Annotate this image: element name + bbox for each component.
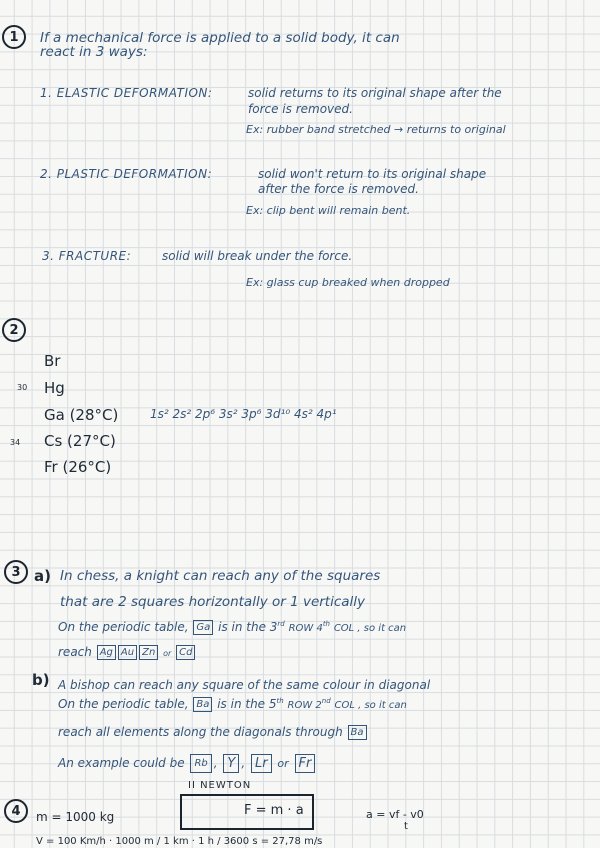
elastic-example: Ex: rubber band stretched → returns to original [246,123,506,136]
elastic-desc-line2: force is removed. [248,102,353,116]
element-box-rb: Rb [190,754,211,773]
element-box-ga: Ga [193,620,213,635]
plastic-heading: 2. PLASTIC DEFORMATION: [40,167,213,181]
part-a-line3-mid: is in the 3 [218,620,278,634]
side-note-30: 30 [17,383,28,392]
fracture-example: Ex: glass cup breaked when dropped [246,276,450,289]
part-b-or: or [277,757,289,770]
section-number-2 [2,318,26,342]
part-b-line2 [58,697,407,712]
element-box-au: Au [118,645,137,660]
section-number-4-text: 4 [11,803,21,819]
newton-law-label: II NEWTON [188,780,252,791]
part-a-line3 [58,620,406,635]
plastic-example: Ex: clip bent will remain bent. [246,204,411,217]
element-box-ba-2: Ba [348,725,367,740]
formula-box [180,794,314,830]
part-b-line2-mid: is in the 5 [217,697,277,711]
acceleration-denominator: t [404,821,408,832]
ga-electron-config: 1s² 2s² 2p⁶ 3s² 3p⁶ 3d¹⁰ 4s² 4p¹ [150,407,337,421]
plastic-desc-line1: solid won't return to its original shape [258,167,487,181]
element-box-cd: Cd [176,645,195,660]
part-b-line2-pre: On the periodic table, [58,697,189,711]
section-number-1 [2,25,26,49]
part-a-line4 [58,645,196,660]
element-box-ag: Ag [97,645,116,660]
section-number-3 [4,560,28,584]
section-number-2-text: 2 [9,322,19,338]
section-number-3-text: 3 [11,564,21,580]
element-cs: Cs (27°C) [44,432,116,450]
element-fr: Fr (26°C) [44,458,112,476]
part-a-row: ROW 4 [288,623,323,634]
part-b-line3 [58,725,368,740]
fracture-desc: solid will break under the force. [162,249,353,263]
part-b-row: ROW 2 [287,700,322,711]
part-a-line3-pre: On the periodic table, [58,620,189,634]
part-b-line4: An example could be Rb , Y , Lr or Fr [58,754,317,773]
s1-intro-line1: If a mechanical force is applied to a solid body, it can [40,30,400,46]
part-a-sup-th: th [322,620,330,628]
part-a-line1: In chess, a knight can reach any of the squares [60,568,381,584]
part-a-label: a) [34,567,51,585]
fracture-heading: 3. FRACTURE: [42,249,132,263]
side-note-34: 34 [10,438,21,447]
velocity-conversion: V = 100 Km/h · 1000 m / 1 km · 1 h / 3600 s = 27,78 m/s [36,836,323,847]
s1-intro-line2: react in 3 ways: [40,44,148,60]
part-b-sup-nd: nd [321,697,331,705]
plastic-desc-line2: after the force is removed. [258,182,419,196]
part-a-line3-post: COL , so it can [333,623,407,634]
element-hg: Hg [44,379,65,397]
element-box-lr: Lr [251,754,272,773]
part-b-example-pre: An example could be [58,756,185,770]
mass-value: m = 1000 kg [36,810,115,824]
element-br: Br [44,352,61,370]
part-b-sup-th: th [276,697,284,705]
part-b-label: b) [32,671,50,689]
section-number-4 [4,799,28,823]
section-number-1-text: 1 [9,29,19,45]
elastic-desc-line1: solid returns to its original shape after the [248,86,502,100]
part-b-line2-post: COL , so it can [334,700,407,711]
elastic-heading: 1. ELASTIC DEFORMATION: [40,86,213,100]
part-a-sup-rd: rd [277,620,285,628]
part-a-or: or [163,649,172,658]
newton-formula: F = m · a [244,803,304,818]
element-ga: Ga (28°C) [44,406,119,424]
part-b-line3-text: reach all elements along the diagonals through [58,725,343,739]
part-a-reach: reach [58,645,92,659]
part-a-line2: that are 2 squares horizontally or 1 vertically [60,594,366,610]
element-box-fr: Fr [295,754,316,773]
acceleration-formula: a = vf - v0 [366,808,424,821]
part-b-line1: A bishop can reach any square of the same colour in diagonal [58,678,431,692]
element-box-ba: Ba [193,697,212,712]
element-box-zn: Zn [139,645,158,660]
element-box-y: Y [223,754,239,773]
